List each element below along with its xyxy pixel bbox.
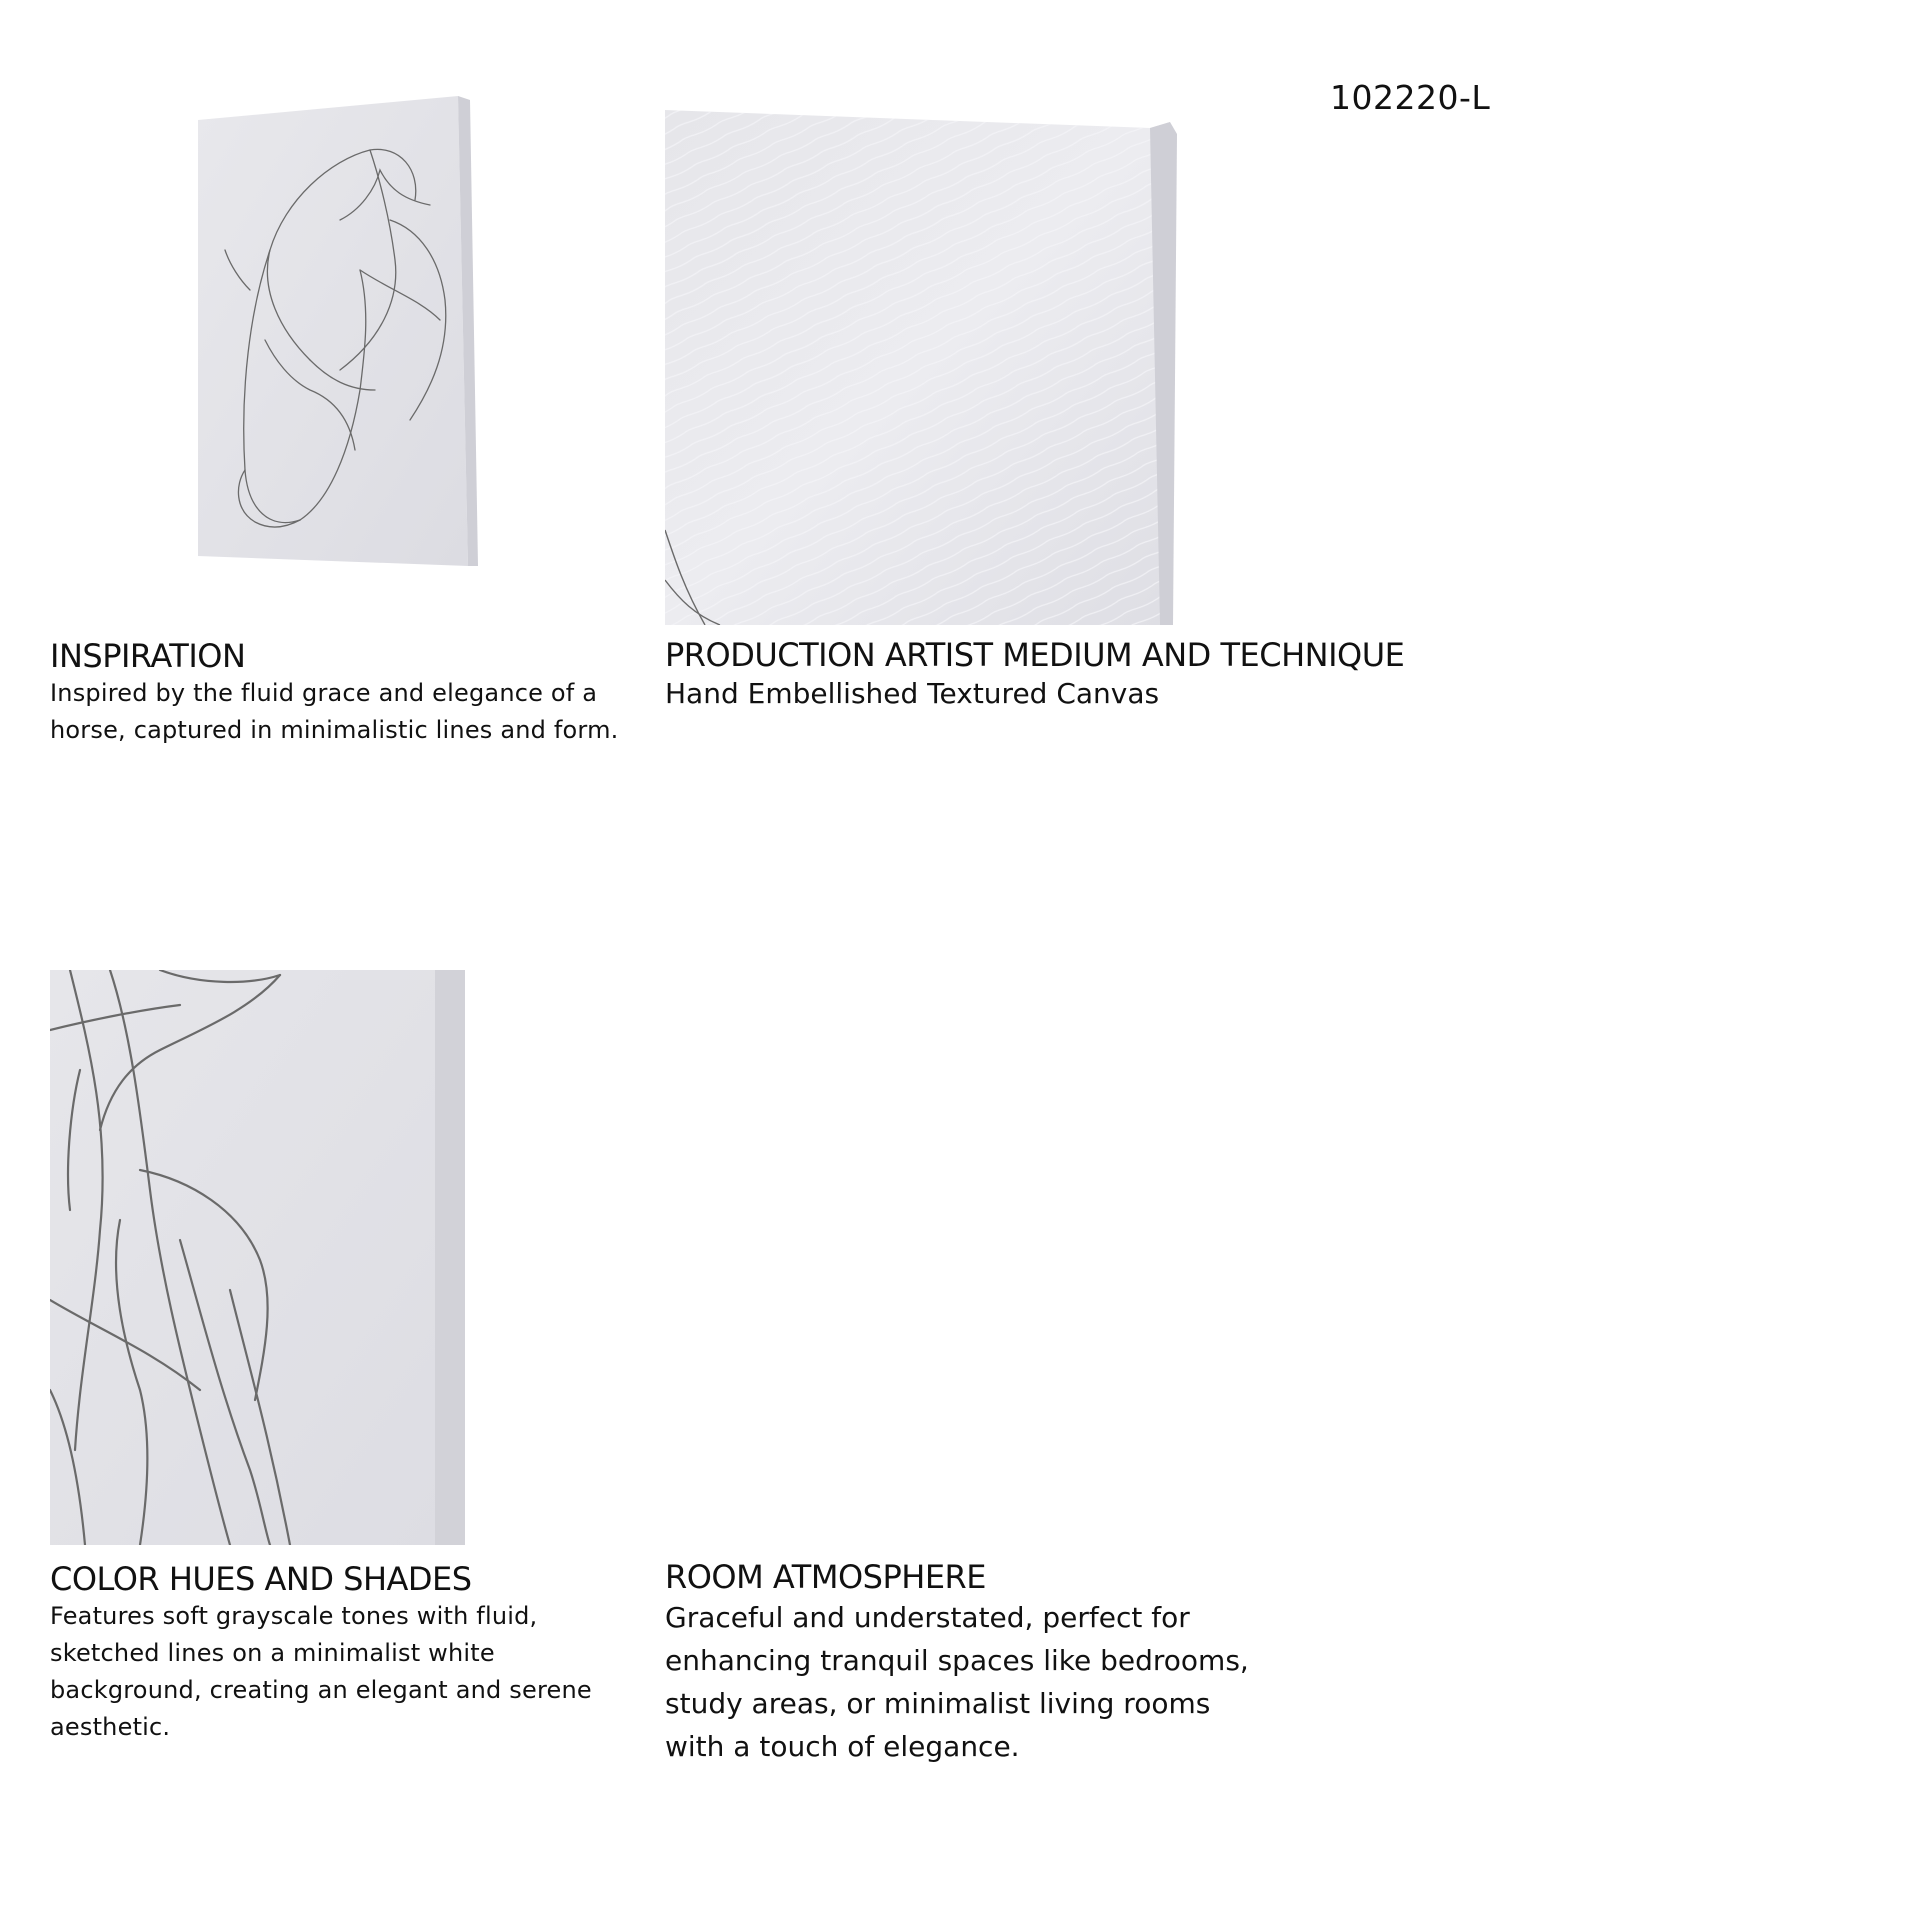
room-atmosphere-section: [665, 1558, 1255, 1768]
canvas-full-view-image: [190, 90, 480, 570]
color-hues-text: Features soft grayscale tones with fluid, sketched lines on a minimalist white background, creating an elegant and serene aesthetic.: [50, 1602, 592, 1741]
product-sku: 102220-L: [1330, 78, 1491, 117]
medium-technique-heading: PRODUCTION ARTIST MEDIUM AND TECHNIQUE: [665, 636, 1405, 674]
medium-technique-section: [665, 636, 1765, 714]
medium-technique-text: Hand Embellished Textured Canvas: [665, 677, 1160, 710]
inspiration-section: [50, 637, 640, 749]
room-atmosphere-heading: ROOM ATMOSPHERE: [665, 1558, 986, 1596]
canvas-corner-detail-image: [665, 110, 1190, 625]
color-hues-section: [50, 1560, 630, 1746]
inspiration-heading: INSPIRATION: [50, 637, 246, 675]
color-hues-heading: COLOR HUES AND SHADES: [50, 1560, 472, 1598]
inspiration-text: Inspired by the fluid grace and elegance of a horse, captured in minimalistic lines and form.: [50, 679, 619, 744]
canvas-sketch-detail-image: [50, 970, 470, 1545]
room-atmosphere-text: Graceful and understated, perfect for enhancing tranquil spaces like bedrooms, study areas, or minimalist living rooms with a touch of elegance.: [665, 1601, 1249, 1763]
